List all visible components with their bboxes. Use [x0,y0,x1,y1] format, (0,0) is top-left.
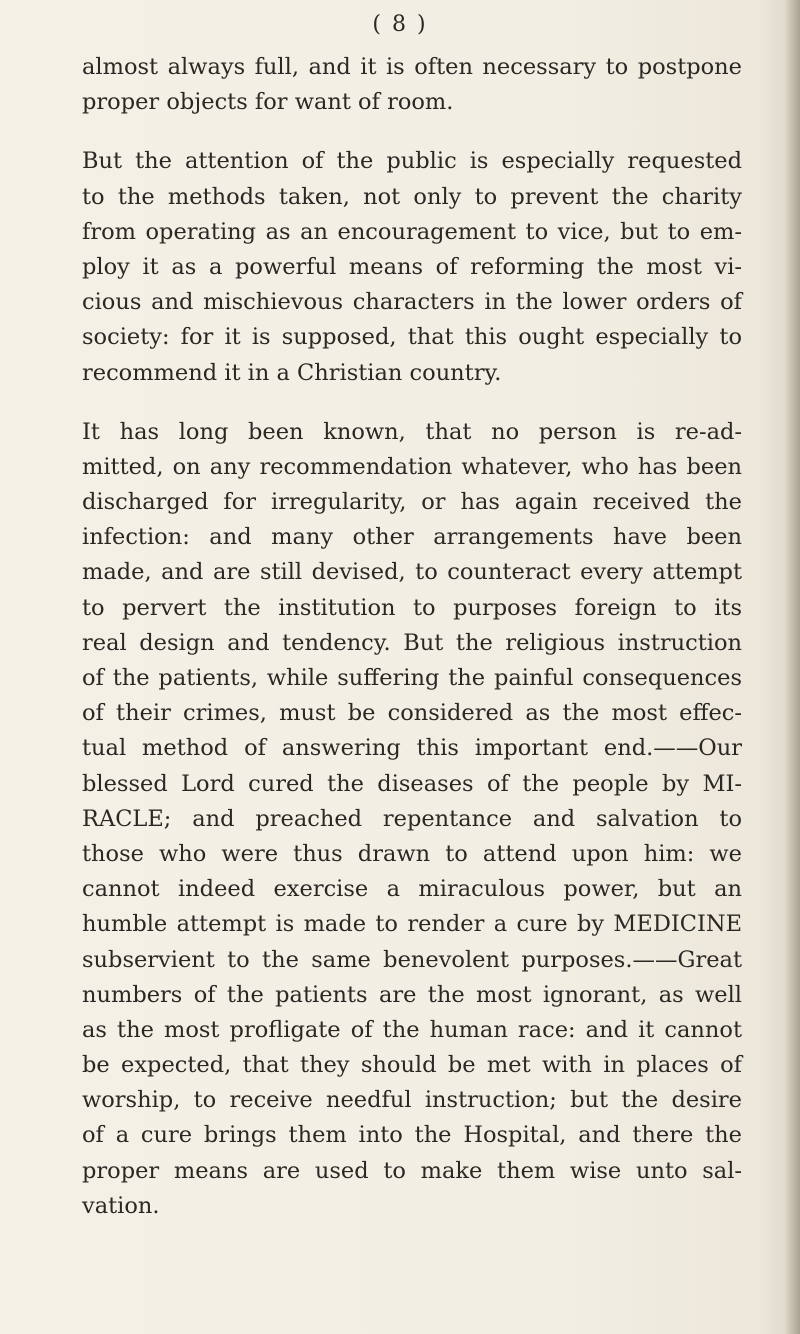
text-line: as the most profligate of the human race: and it cannot [82,1016,742,1043]
text-line: almost always full, and it is often necessary to postpone [82,54,742,80]
text-line: subservient to the same benevolent purposes.——Great [82,946,742,973]
text-line: of the patients, while suffering the painful consequences [82,665,742,691]
text-line: ploy it as a powerful means of reforming the most vi- [82,253,742,280]
text-line: But the attention of the public is especially requested [82,148,742,175]
text-line: infection: and many other arrangements have been [82,524,742,551]
text-line: be expected, that they should be met with in places of [82,1052,742,1079]
text-line: cious and mischievous characters in the lower orders of [82,289,742,316]
text-line: recommend it in a Christian country. [82,359,502,386]
text-line: cannot indeed exercise a miraculous power, but an [82,876,742,903]
text-line: society: for it is supposed, that this ought especially to [82,324,742,351]
text-line: those who were thus drawn to attend upon him: we [82,840,742,867]
paragraph-1 [82,50,742,120]
text-line: numbers of the patients are the most ignorant, as well [82,981,742,1008]
paragraph-2 [82,144,742,390]
text-line: humble attempt is made to render a cure by MEDICINE [82,911,742,938]
text-line: mitted, on any recommendation whatever, who has been [82,453,742,480]
body-text [82,50,742,1224]
text-line: discharged for irregularity, or has again received the [82,489,742,516]
page-number: ( 8 ) [372,12,428,37]
text-line: RACLE; and preached repentance and salvation to [82,805,742,832]
text-line: It has long been known, that no person is re-ad- [82,418,742,445]
text-line: of a cure brings them into the Hospital, and there the [82,1122,742,1149]
text-line: to pervert the institution to purposes foreign to its [82,594,742,621]
paragraph-3 [82,415,742,1224]
text-line: worship, to receive needful instruction; but the desire [82,1087,742,1114]
text-line: of their crimes, must be considered as the most effec- [82,700,742,727]
page-edge-shadow [786,0,800,1334]
text-line: blessed Lord cured the diseases of the people by MI- [82,770,742,797]
text-line: to the methods taken, not only to prevent the charity [82,183,742,210]
text-line: from operating as an encouragement to vice, but to em- [82,218,742,245]
text-line: vation. [82,1192,160,1219]
text-line: made, and are still devised, to counteract every attempt [82,559,742,586]
text-line: proper objects for want of room. [82,89,454,116]
text-line: tual method of answering this important end.——Our [82,735,742,762]
text-line: real design and tendency. But the religious instruction [82,629,742,656]
text-line: proper means are used to make them wise unto sal- [82,1157,742,1184]
